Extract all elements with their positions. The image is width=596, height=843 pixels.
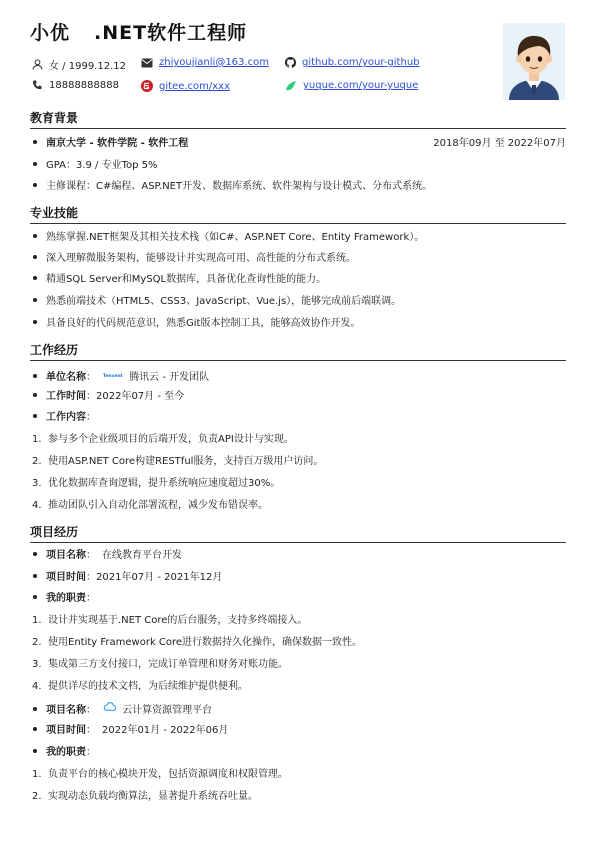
project-item: 2. 实现动态负载均衡算法，显著提升系统吞吐量。: [32, 791, 258, 802]
phone-info: [32, 80, 119, 91]
bullet-dot: [33, 749, 37, 753]
skill-item: [30, 314, 566, 334]
projects-section: [30, 524, 566, 543]
work-time-label: 工作时间: [46, 391, 86, 402]
github-link[interactable]: github.com/your-github: [302, 57, 420, 68]
project-name-row: 项目名称： 在线教育平台开发: [30, 546, 566, 566]
work-content-label: 工作内容: [46, 412, 86, 423]
bullet-dot: [33, 255, 37, 259]
project-duty-row: 我的职责：: [30, 589, 566, 609]
skill-item: [30, 270, 566, 290]
cloud-icon: [103, 699, 116, 719]
work-item: 2. 使用ASP.NET Core构建RESTful服务，支持百万级用户访问。: [32, 456, 324, 467]
work-section: [30, 342, 566, 361]
project-item-text: 使用Entity Framework Core进行数据持久化操作，确保数据一致性。: [48, 637, 363, 648]
work-content-row: 工作内容：: [30, 408, 566, 428]
mail-icon: [141, 58, 153, 68]
project-item-text: 设计并实现基于.NET Core的后台服务，支持多终端接入。: [48, 615, 308, 626]
education-courses-row: [30, 177, 566, 197]
project-time: 2021年07月 - 2021年12月: [96, 572, 223, 583]
work-item: 4. 推动团队引入自动化部署流程，减少发布错误率。: [32, 500, 268, 511]
section-divider: [30, 360, 566, 361]
work-item-text: 推动团队引入自动化部署流程，减少发布错误率。: [48, 500, 268, 511]
project-item-text: 实现动态负载均衡算法，显著提升系统吞吐量。: [48, 791, 258, 802]
work-item: 3. 优化数据库查询逻辑，提升系统响应速度超过30%。: [32, 478, 281, 489]
github-icon: [285, 57, 296, 68]
project-duty-row: 我的职责：: [30, 743, 566, 763]
work-item-text: 使用ASP.NET Core构建RESTful服务，支持百万级用户访问。: [48, 456, 324, 467]
project-name: 云计算资源管理平台: [122, 705, 213, 716]
project-item: 4. 提供详尽的技术文档，为后续维护提供便利。: [32, 681, 248, 692]
bullet-dot: [33, 140, 37, 144]
project-name-label: 项目名称: [46, 705, 86, 716]
avatar-illustration: [503, 23, 565, 100]
project-name: 在线教育平台开发: [102, 550, 182, 561]
education-title: 教育背景: [30, 111, 79, 125]
projects-title: 项目经历: [30, 525, 79, 539]
skill-item: [30, 228, 566, 248]
work-time: 2022年07月 - 至今: [96, 391, 185, 402]
project-time-label: 项目时间: [46, 572, 86, 583]
email-link[interactable]: zhiyoujianli@163.com: [159, 57, 269, 68]
work-item: 1. 参与多个企业级项目的后端开发，负责API设计与实现。: [32, 434, 294, 445]
project-item-text: 提供详尽的技术文档，为后续维护提供便利。: [48, 681, 248, 692]
project-item: 2. 使用Entity Framework Core进行数据持久化操作，确保数据一致性。: [32, 637, 363, 648]
bullet-dot: [33, 574, 37, 578]
phone-icon: [32, 80, 43, 91]
skills-title: 专业技能: [30, 206, 79, 220]
bullet-dot: [33, 552, 37, 556]
user-icon: [32, 59, 43, 70]
name-part2: .NET软件工程师: [94, 22, 248, 44]
gitee-icon: [141, 80, 153, 92]
work-time-row: 工作时间：2022年07月 - 至今: [30, 387, 566, 407]
candidate-name: [30, 18, 247, 45]
github-info: [285, 57, 420, 68]
education-school: 南京大学 - 软件学院 - 软件工程: [46, 138, 189, 149]
work-title: 工作经历: [30, 343, 79, 357]
project-item: 1. 负责平台的核心模块开发，包括资源调度和权限管理。: [32, 769, 288, 780]
name-part1: 小优: [30, 22, 71, 44]
gender-birth-info: [32, 57, 126, 72]
svg-text:Tencent: Tencent: [103, 374, 123, 378]
project-item: 3. 集成第三方支付接口，完成订单管理和财务对账功能。: [32, 659, 288, 670]
gitee-info: [141, 80, 230, 92]
skill-text: 熟练掌握.NET框架及其相关技术栈（如C#、ASP.NET Core、Entity Framework）。: [46, 232, 425, 243]
bullet-dot: [33, 276, 37, 280]
bullet-dot: [33, 727, 37, 731]
section-divider: [30, 542, 566, 543]
bullet-dot: [33, 162, 37, 166]
bullet-dot: [33, 234, 37, 238]
gitee-link[interactable]: gitee.com/xxx: [159, 80, 231, 92]
skill-item: [30, 249, 566, 269]
work-company: 腾讯云 - 开发团队: [129, 372, 210, 383]
work-item-text: 优化数据库查询逻辑，提升系统响应速度超过30%。: [48, 478, 281, 489]
bullet-dot: [33, 414, 37, 418]
education-courses: 主修课程：C#编程、ASP.NET开发、数据库系统、软件架构与设计模式、分布式系统。: [46, 181, 433, 192]
avatar: [503, 23, 565, 100]
project-item-text: 集成第三方支付接口，完成订单管理和财务对账功能。: [48, 659, 288, 670]
education-date: 2018年09月 至 2022年07月: [433, 138, 566, 149]
project-time-row: 项目时间： 2022年01月 - 2022年06月: [30, 721, 566, 741]
skill-item: [30, 292, 566, 312]
education-gpa: GPA：3.9 / 专业Top 5%: [46, 160, 158, 171]
tencent-logo-icon: [103, 366, 123, 386]
bullet-dot: [33, 320, 37, 324]
yuque-icon: [285, 80, 297, 91]
email-info: [141, 57, 269, 68]
project-time-row: 项目时间：2021年07月 - 2021年12月: [30, 568, 566, 588]
education-gpa-row: [30, 156, 566, 176]
project-time-label: 项目时间: [46, 725, 86, 736]
skill-text: 熟悉前端技术（HTML5、CSS3、JavaScript、Vue.js），能够完成前后端联调。: [46, 296, 402, 307]
bullet-dot: [33, 298, 37, 302]
skill-text: 深入理解微服务架构，能够设计并实现高可用、高性能的分布式系统。: [46, 253, 356, 264]
gender-birth-text: 女 / 1999.12.12: [49, 61, 126, 72]
section-divider: [30, 223, 566, 224]
project-duty-label: 我的职责: [46, 747, 86, 758]
work-item-text: 参与多个企业级项目的后端开发，负责API设计与实现。: [48, 434, 294, 445]
education-section: [30, 110, 566, 129]
skills-section: [30, 205, 566, 224]
project-name-row: 项目名称： 云计算资源管理平台: [30, 699, 566, 719]
bullet-dot: [33, 393, 37, 397]
bullet-dot: [33, 707, 37, 711]
phone-text: 18888888888: [49, 80, 119, 91]
project-item-text: 负责平台的核心模块开发，包括资源调度和权限管理。: [48, 769, 288, 780]
skill-text: 精通SQL Server和MySQL数据库，具备优化查询性能的能力。: [46, 274, 327, 285]
skill-text: 具备良好的代码规范意识，熟悉Git版本控制工具，能够高效协作开发。: [46, 318, 361, 329]
bullet-dot: [33, 183, 37, 187]
bullet-dot: [33, 374, 37, 378]
project-time: 2022年01月 - 2022年06月: [102, 725, 229, 736]
work-company-label: 单位名称: [46, 372, 86, 383]
project-name-label: 项目名称: [46, 550, 86, 561]
yuque-link[interactable]: yuque.com/your-yuque: [303, 80, 419, 91]
project-item: 1. 设计并实现基于.NET Core的后台服务，支持多终端接入。: [32, 615, 308, 626]
project-duty-label: 我的职责: [46, 593, 86, 604]
education-school-row: [30, 134, 566, 154]
section-divider: [30, 128, 566, 129]
bullet-dot: [33, 595, 37, 599]
work-company-row: 单位名称： Tencent 腾讯云 - 开发团队: [30, 366, 566, 386]
yuque-info: [285, 80, 418, 91]
